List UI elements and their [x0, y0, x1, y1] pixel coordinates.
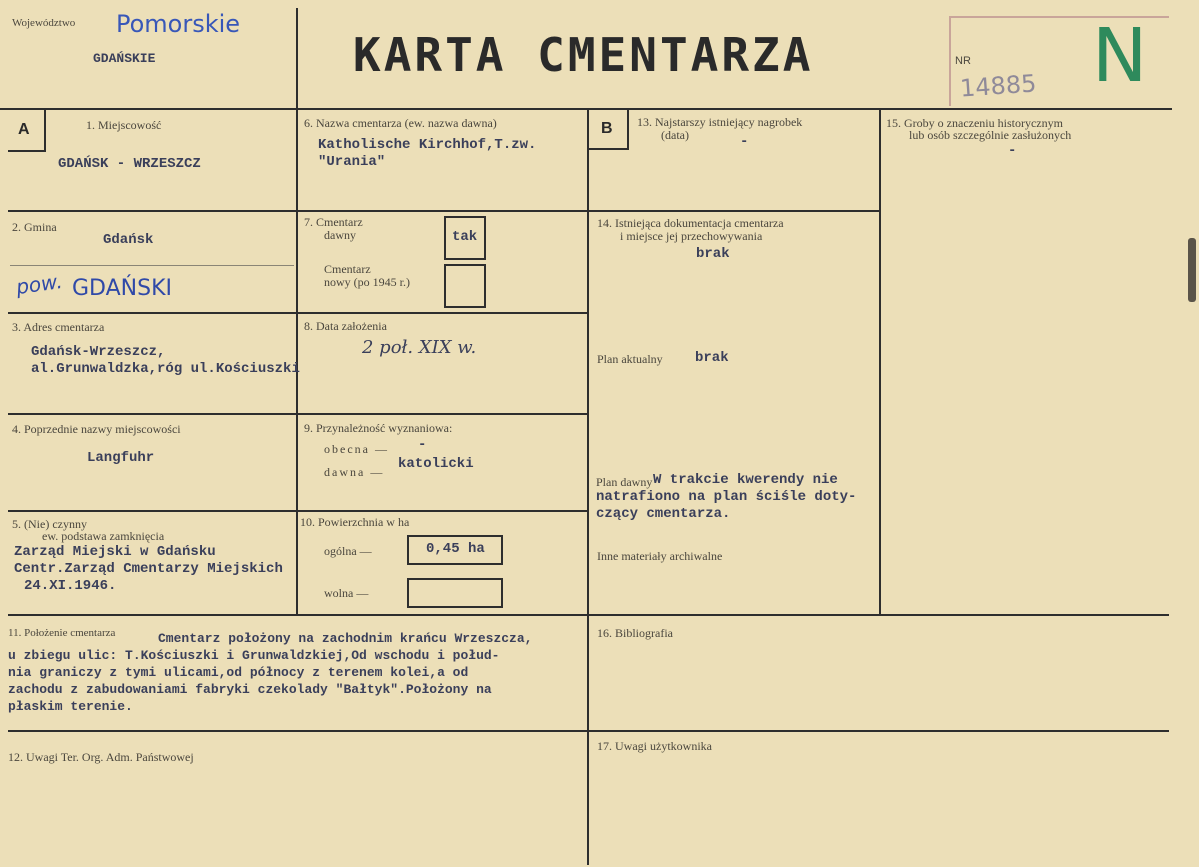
field-6-label: 6. Nazwa cmentarza (ew. nazwa dawna) — [304, 116, 497, 130]
field-14-plan-old-line3: czący cmentarza. — [596, 506, 731, 522]
rule-row1 — [8, 210, 588, 212]
field-11-line2: u zbiegu ulic: T.Kościuszki i Grunwaldzkiej,Od wschodu i połud- — [8, 648, 500, 663]
field-10-total-label: ogólna — — [324, 544, 372, 558]
field-7-label2-line2: nowy (po 1945 r.) — [324, 275, 410, 289]
rule-header-left — [296, 8, 298, 108]
rule-row2 — [8, 312, 588, 314]
field-15-label-line1: 15. Groby o znaczeniu historycznym — [886, 116, 1063, 130]
section-a: A — [18, 121, 30, 138]
field-11-line5: płaskim terenie. — [8, 699, 133, 714]
wojewodztwo-stamp: Pomorskie — [116, 10, 241, 38]
rule-b-row2 — [589, 614, 1169, 616]
field-10-total-value: 0,45 ha — [426, 541, 485, 557]
field-7-label2-line1: Cmentarz — [324, 262, 371, 276]
field-14-plan-old-label: Plan dawny — [596, 475, 653, 489]
field-16-label: 16. Bibliografia — [597, 626, 673, 640]
rule-row5 — [8, 614, 588, 616]
field-9-current-value: - — [418, 437, 427, 453]
field-8-value: 2 poł. XIX w. — [362, 337, 477, 358]
field-4-value: Langfuhr — [87, 450, 155, 466]
rule-b-row3 — [589, 730, 1169, 732]
field-12-label: 12. Uwagi Ter. Org. Adm. Państwowej — [8, 750, 194, 764]
rule-row6 — [8, 730, 588, 732]
field-4-label: 4. Poprzednie nazwy miejscowości — [12, 422, 181, 436]
rule-col2 — [587, 108, 589, 865]
field-17-label: 17. Uwagi użytkownika — [597, 739, 712, 753]
field-10-free-box — [407, 578, 503, 608]
field-11-line3: nia graniczy z tymi ulicami,od północy z terenem kolei,a od — [8, 665, 469, 680]
field-10-free-label: wolna — — [324, 586, 369, 600]
field-13-label-line1: 13. Najstarszy istniejący nagrobek — [637, 115, 803, 129]
field-13-label-line2: (data) — [661, 128, 689, 142]
field-5-line2: Centr.Zarząd Cmentarzy Miejskich — [14, 561, 283, 577]
field-3-label: 3. Adres cmentarza — [12, 320, 105, 334]
field-7-box1-value: tak — [452, 229, 478, 245]
field-14-value: brak — [696, 246, 730, 262]
field-10-label: 10. Powierzchnia w ha — [300, 515, 410, 529]
rule-header — [0, 108, 1172, 110]
field-14-other-label: Inne materiały archiwalne — [597, 549, 723, 563]
rule-f2-inner — [10, 265, 294, 266]
nr-label: NR — [955, 55, 971, 67]
field-13-value: - — [740, 134, 749, 150]
field-8-label: 8. Data założenia — [304, 319, 387, 333]
field-2-value: Gdańsk — [103, 232, 154, 248]
field-15-value: - — [1008, 143, 1017, 159]
section-b: B — [601, 120, 613, 137]
field-14-plan-old-line1: W trakcie kwerendy nie — [653, 472, 838, 488]
field-9-former-label: dawna — — [324, 465, 385, 479]
field-5-line1: Zarząd Miejski w Gdańsku — [14, 544, 216, 560]
field-2-pow-value: GDAŃSKI — [72, 276, 172, 301]
corner-mark: N — [1092, 13, 1148, 99]
field-1-label: 1. Miejscowość — [86, 118, 162, 132]
field-1-value: GDAŃSK - WRZESZCZ — [58, 156, 201, 172]
field-14-plan-current-value: brak — [695, 350, 729, 366]
field-11-label: 11. Położenie cmentarza — [8, 627, 116, 639]
field-3-line1: Gdańsk-Wrzeszcz, — [31, 344, 166, 360]
field-5-label-line1: 5. (Nie) czynny — [12, 517, 87, 531]
field-2-label: 2. Gmina — [12, 220, 57, 234]
field-14-label-line1: 14. Istniejąca dokumentacja cmentarza — [597, 216, 784, 230]
field-2-pow-prefix: pow. — [14, 268, 64, 300]
rule-col3 — [879, 108, 881, 614]
field-9-former-value: katolicki — [398, 456, 474, 472]
field-14-plan-current-label: Plan aktualny — [597, 352, 663, 366]
nr-value: 14885 — [959, 69, 1038, 103]
field-6-line1: Katholische Kirchhof,T.zw. — [318, 137, 537, 153]
rule-row3 — [8, 413, 588, 415]
field-14-label-line2: i miejsce jej przechowywania — [620, 229, 763, 243]
field-5-line3: 24.XI.1946. — [24, 578, 117, 594]
field-7-box2 — [444, 264, 486, 308]
field-3-line2: al.Grunwaldzka,róg ul.Kościuszki — [31, 361, 300, 377]
field-7-label-line1: 7. Cmentarz — [304, 215, 363, 229]
field-14-plan-old-line2: natrafiono na plan ściśle doty- — [596, 489, 857, 505]
wojewodztwo-typed: GDAŃSKIE — [93, 51, 156, 66]
wojewodztwo-label: Województwo — [12, 17, 76, 29]
field-11-line1: Cmentarz położony na zachodnim krańcu Wrzeszcza, — [158, 631, 533, 646]
binder-mark — [1188, 238, 1196, 302]
rule-b-row1 — [589, 210, 879, 212]
field-9-current-label: obecna — — [324, 442, 389, 456]
card-title: KARTA CMENTARZA — [353, 28, 814, 82]
rule-row4 — [8, 510, 588, 512]
field-5-label-line2: ew. podstawa zamknięcia — [42, 529, 165, 543]
field-15-label-line2: lub osób szczególnie zasłużonych — [909, 128, 1072, 142]
field-11-line4: zachodu z zabudowaniami fabryki czekolady "Bałtyk".Położony na — [8, 682, 492, 697]
field-9-label: 9. Przynależność wyznaniowa: — [304, 421, 453, 435]
field-7-label-line2: dawny — [324, 228, 356, 242]
field-6-line2: "Urania" — [318, 154, 386, 170]
